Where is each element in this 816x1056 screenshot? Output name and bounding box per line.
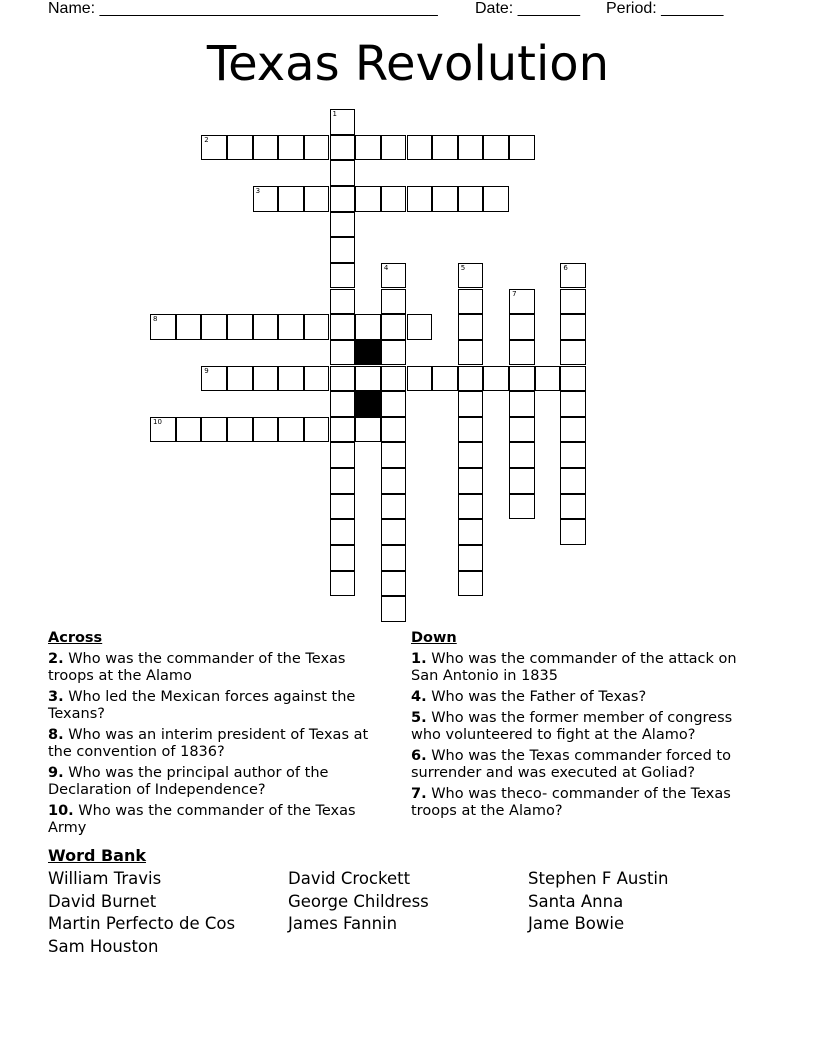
grid-cell[interactable] [253,135,279,161]
grid-cell[interactable] [560,442,586,468]
grid-cell[interactable] [278,314,304,340]
grid-cell[interactable] [355,186,381,212]
grid-cell[interactable] [381,494,407,520]
grid-cell[interactable] [509,468,535,494]
grid-cell[interactable] [509,314,535,340]
across-clues [48,630,388,841]
clue-number: 7. [411,786,427,802]
grid-cell[interactable] [381,366,407,392]
grid-cell[interactable] [381,135,407,161]
grid-cell[interactable] [150,314,176,340]
grid-cell[interactable] [355,314,381,340]
grid-cell[interactable] [509,417,535,443]
clue-number: 8 [153,315,158,324]
clue-text: Who led the Mexican forces against the Texans? [48,689,356,722]
clue-number: 1 [332,110,338,118]
grid-cell[interactable] [330,545,356,571]
grid-cell[interactable] [458,417,484,443]
across-clue [48,803,388,837]
grid-cell[interactable] [355,135,381,161]
grid-cell[interactable] [381,545,407,571]
down-heading: Down [411,630,457,646]
clue-text: Who was the Father of Texas? [431,689,647,705]
grid-cell[interactable] [432,366,458,392]
grid-cell[interactable] [381,314,407,340]
grid-cell[interactable] [483,186,509,212]
grid-cell[interactable] [330,442,356,468]
grid-cell[interactable] [432,186,458,212]
page-title: Texas Revolution [206,36,610,92]
across-clue-list [48,651,388,837]
grid-cell[interactable] [560,289,586,315]
word-bank-list [48,868,768,968]
grid-cell[interactable] [330,468,356,494]
across-clue [48,651,388,685]
grid-cell[interactable] [304,186,330,212]
grid-cell[interactable] [458,314,484,340]
grid-cell[interactable] [535,366,561,392]
clue-text: Who was the commander of the attack on San Antonio in 1835 [411,651,737,684]
down-clue [411,710,761,744]
grid-cell[interactable] [381,391,407,417]
clue-text: Who was the former member of congress who volunteered to fight at the Alamo? [411,710,733,743]
black-cell [355,391,381,417]
grid-cell[interactable] [407,135,433,161]
word-bank [48,846,768,968]
grid-cell[interactable] [176,314,202,340]
grid-cell[interactable] [150,417,176,443]
grid-cell[interactable] [330,289,356,315]
grid-cell[interactable] [458,366,484,392]
grid-cell[interactable] [458,571,484,597]
grid-cell[interactable] [201,135,227,161]
name-field: Name: ______________________________________ [48,0,438,17]
grid-cell[interactable] [330,109,356,135]
grid-cell[interactable] [330,571,356,597]
grid-cell[interactable] [330,160,356,186]
clue-number: 10. [48,803,74,819]
grid-cell[interactable] [201,366,227,392]
word-bank-item: William Travis [48,869,162,888]
grid-cell[interactable] [560,417,586,443]
grid-cell[interactable] [560,391,586,417]
grid-cell[interactable] [355,417,381,443]
clue-text: Who was the Texas commander forced to surrender and was executed at Goliad? [411,748,731,781]
grid-cell[interactable] [330,340,356,366]
word-bank-item: George Childress [288,891,429,911]
word-bank-item: James Fannin [288,914,398,934]
clue-number: 8. [48,727,64,743]
down-clue [411,786,761,820]
grid-cell[interactable] [201,314,227,340]
grid-cell[interactable] [278,417,304,443]
word-bank-item: Sam Houston [48,936,159,956]
grid-cell[interactable] [509,494,535,520]
grid-cell[interactable] [560,468,586,494]
word-bank-item: David Crockett [288,869,411,888]
grid-cell[interactable] [330,212,356,238]
grid-cell[interactable] [509,442,535,468]
grid-cell[interactable] [458,545,484,571]
word-bank-item: Martin Perfecto de Cos [48,914,236,934]
clue-text: Who was theco- commander of the Texas troops at the Alamo? [411,786,731,819]
grid-cell[interactable] [458,263,484,289]
grid-cell[interactable] [330,391,356,417]
grid-cell[interactable] [381,596,407,622]
grid-cell[interactable] [458,519,484,545]
grid-cell[interactable] [458,391,484,417]
clue-number: 10 [153,417,162,426]
grid-cell[interactable] [458,186,484,212]
grid-cell[interactable] [330,135,356,161]
clue-text: Who was the principal author of the Declaration of Independence? [48,765,329,798]
clue-number: 6 [563,263,568,272]
grid-cell[interactable] [227,314,253,340]
clue-number: 5 [460,263,466,272]
grid-cell[interactable] [560,314,586,340]
clue-number: 2. [48,651,64,667]
grid-cell[interactable] [253,186,279,212]
clue-text: Who was the commander of the Texas Army [48,803,356,836]
grid-cell[interactable] [355,366,381,392]
across-clue [48,765,388,799]
grid-cell[interactable] [509,366,535,392]
header [0,0,816,20]
grid-cell[interactable] [509,391,535,417]
period-field: Period: _______ [606,0,724,17]
grid-cell[interactable] [560,366,586,392]
word-bank-item: Stephen F Austin [528,869,669,888]
word-bank-item: Santa Anna [528,891,624,911]
grid-cell[interactable] [201,417,227,443]
grid-cell[interactable] [407,314,433,340]
clue-number: 4 [383,263,389,272]
grid-cell[interactable] [381,186,407,212]
grid-cell[interactable] [330,519,356,545]
clue-number: 9. [48,765,64,781]
grid-cell[interactable] [330,494,356,520]
across-clue [48,727,388,761]
clue-number: 7 [512,289,517,298]
grid-cell[interactable] [381,263,407,289]
grid-cell[interactable] [330,417,356,443]
clue-number: 6. [411,748,427,764]
grid-cell[interactable] [227,135,253,161]
clue-number: 9 [204,366,209,375]
grid-cell[interactable] [458,442,484,468]
date-field: Date: _______ [475,0,580,17]
grid-cell[interactable] [304,135,330,161]
grid-cell[interactable] [381,340,407,366]
grid-cell[interactable] [458,135,484,161]
grid-cell[interactable] [304,417,330,443]
grid-cell[interactable] [458,340,484,366]
grid-cell[interactable] [253,314,279,340]
crossword-grid [150,109,590,625]
clue-number: 4. [411,689,427,705]
grid-cell[interactable] [560,494,586,520]
down-clue [411,689,761,706]
down-clues [411,630,761,824]
clue-text: Who was the commander of the Texas troops at the Alamo [48,651,346,684]
grid-cell[interactable] [458,494,484,520]
grid-cell[interactable] [381,468,407,494]
word-bank-item: Jame Bowie [528,914,625,934]
clue-text: Who was an interim president of Texas at the convention of 1836? [48,727,369,760]
grid-cell[interactable] [560,519,586,545]
grid-cell[interactable] [432,135,458,161]
grid-cell[interactable] [381,442,407,468]
grid-cell[interactable] [483,366,509,392]
clue-number: 1. [411,651,427,667]
grid-cell[interactable] [381,571,407,597]
grid-cell[interactable] [509,135,535,161]
clue-number: 3 [255,186,261,195]
grid-cell[interactable] [278,135,304,161]
grid-cell[interactable] [227,417,253,443]
grid-cell[interactable] [483,135,509,161]
grid-cell[interactable] [278,186,304,212]
grid-cell[interactable] [304,366,330,392]
clue-number: 3. [48,689,64,705]
down-clue [411,748,761,782]
down-clue [411,651,761,685]
across-heading: Across [48,630,103,646]
grid-cell[interactable] [381,289,407,315]
down-clue-list [411,651,761,820]
grid-cell[interactable] [330,263,356,289]
grid-cell[interactable] [278,366,304,392]
grid-cell[interactable] [330,237,356,263]
grid-cell[interactable] [381,519,407,545]
grid-cell[interactable] [560,340,586,366]
word-bank-item: David Burnet [48,891,157,911]
grid-cell[interactable] [176,417,202,443]
clue-number: 2 [204,135,209,144]
grid-cell[interactable] [253,417,279,443]
grid-cell[interactable] [407,366,433,392]
grid-cell[interactable] [227,366,253,392]
grid-cell[interactable] [381,417,407,443]
grid-cell[interactable] [330,366,356,392]
grid-cell[interactable] [407,186,433,212]
word-bank-title: Word Bank [48,846,147,865]
grid-cell[interactable] [330,314,356,340]
black-cell [355,340,381,366]
grid-cell[interactable] [509,340,535,366]
grid-cell[interactable] [304,314,330,340]
grid-cell[interactable] [458,468,484,494]
across-clue [48,689,388,723]
clue-number: 5. [411,710,427,726]
grid-cell[interactable] [458,289,484,315]
grid-cell[interactable] [330,186,356,212]
grid-cell[interactable] [253,366,279,392]
grid-cell[interactable] [560,263,586,289]
grid-cell[interactable] [509,289,535,315]
